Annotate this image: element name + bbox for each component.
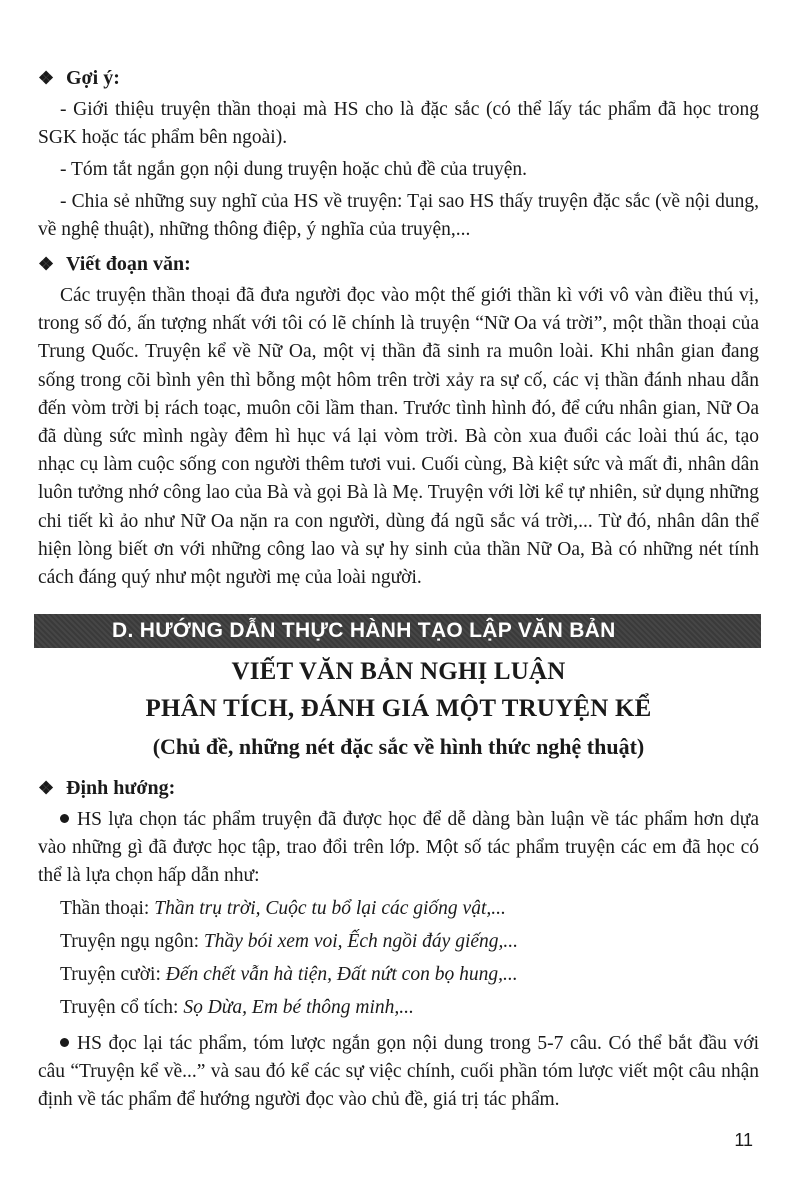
goi-y-item: - Tóm tắt ngắn gọn nội dung truyện hoặc chủ đề của truyện. <box>60 159 527 180</box>
example-label: Truyện cười: <box>60 964 166 986</box>
bullet-dot-icon <box>60 1038 69 1047</box>
goi-y-heading-text: Gợi ý: <box>66 67 120 89</box>
example-line <box>38 961 759 989</box>
page-number: 11 <box>734 1130 753 1150</box>
goi-y-item: - Giới thiệu truyện thần thoại mà HS cho là đặc sắc (có thể lấy tác phẩm đã học trong SGK hoặc tác phẩm bên ngoài). <box>38 99 759 148</box>
dinh-huong-bullet-2 <box>38 1030 759 1114</box>
section-title-1: VIẾT VĂN BẢN NGHỊ LUẬN <box>231 658 566 686</box>
example-works: Sọ Dừa, Em bé thông minh,... <box>183 997 414 1019</box>
example-works: Thần trụ trời, Cuộc tu bổ lại các giống vật,... <box>154 898 506 920</box>
example-label: Truyện cổ tích: <box>60 997 184 1019</box>
example-works: Thầy bói xem voi, Ếch ngồi đáy giếng,... <box>203 931 519 953</box>
dinh-huong-bullet-2-text: HS đọc lại tác phẩm, tóm lược ngắn gọn nội dung trong 5-7 câu. Có thể bắt đầu với câu “Truyện kể về...” và sau đó kể các sự việc chính, cuối phần tóm lược viết một câu nhận định về tác phẩm để hướng người đọc vào chủ đề, giá trị tác phẩm. <box>38 1033 759 1111</box>
example-works: Đến chết vẫn hà tiện, Đất nứt con bọ hung,... <box>165 964 518 986</box>
dinh-huong-heading-text: Định hướng: <box>66 777 176 800</box>
viet-doan-van-heading-text: Viết đoạn văn: <box>66 253 191 275</box>
goi-y-item: - Chia sẻ những suy nghĩ của HS về truyện: Tại sao HS thấy truyện đặc sắc (về nội dung, về nghệ thuật), những thông điệp, ý nghĩa của truyện,... <box>38 191 759 240</box>
page-content <box>38 58 759 1114</box>
dinh-huong-bullet-1-text: HS lựa chọn tác phẩm truyện đã được học để dễ dàng bàn luận về tác phẩm hơn dựa vào những gì đã được học tập, trao đổi trên lớp. Một số tác phẩm truyện các em đã học có thể là lựa chọn hấp dẫn như: <box>38 809 759 887</box>
diamond-bullet-icon: ❖ <box>38 68 55 88</box>
section-subtitle: (Chủ đề, những nét đặc sắc về hình thức nghệ thuật) <box>152 734 645 760</box>
sample-paragraph: Các truyện thần thoại đã đưa người đọc vào một thế giới thần kì với vô vàn điều thú vị, trong số đó, ấn tượng nhất với tôi có lẽ chính là truyện “Nữ Oa vá trời”, một thần thoại của Trung Quốc. Truyện kể về Nữ Oa, một vị thần đã sinh ra muôn loài. Khi nhân gian đang sống trong cõi bình yên thì bỗng một hôm trên trời xảy ra sự cố, các vị thần đánh nhau dẫn đến vòm trời bị rách toạc, muôn cõi lầm than. Trước tình hình đó, để cứu nhân gian, Nữ Oa đã dùng sức mình ngày đêm hì hục vá lại vòm trời. Bà còn xua đuổi các loài thú ác, tạo nhạc cụ làm cuộc sống con người thêm tươi vui. Cuối cùng, Bà kiệt sức và mất đi, nhân dân luôn tưởng nhớ công lao của Bà và gọi Bà là Mẹ. Truyện với lời kể tự nhiên, sử dụng những chi tiết kì ảo như Nữ Oa nặn ra con người, dùng đá ngũ sắc vá trời,... Từ đó, nhân dân thể hiện lòng biết ơn với những công lao và sự hy sinh của thần Nữ Oa, Bà có những nét tính cách đáng quý như một người mẹ của loài người. <box>38 285 759 589</box>
example-line <box>38 994 759 1022</box>
diamond-bullet-icon: ❖ <box>38 254 55 274</box>
bullet-dot-icon <box>60 814 69 823</box>
example-label: Thần thoại: <box>60 898 155 920</box>
goi-y-heading <box>38 64 759 92</box>
dinh-huong-heading <box>38 774 759 802</box>
section-banner: D. HƯỚNG DẪN THỰC HÀNH TẠO LẬP VĂN BẢN <box>34 614 761 648</box>
example-line <box>38 895 759 923</box>
viet-doan-van-heading <box>38 250 759 278</box>
diamond-bullet-icon: ❖ <box>38 778 55 799</box>
dinh-huong-bullet-1 <box>38 806 759 890</box>
section-title-2: PHÂN TÍCH, ĐÁNH GIÁ MỘT TRUYỆN KỂ <box>145 695 652 723</box>
example-line <box>38 928 759 956</box>
example-label: Truyện ngụ ngôn: <box>60 931 204 953</box>
